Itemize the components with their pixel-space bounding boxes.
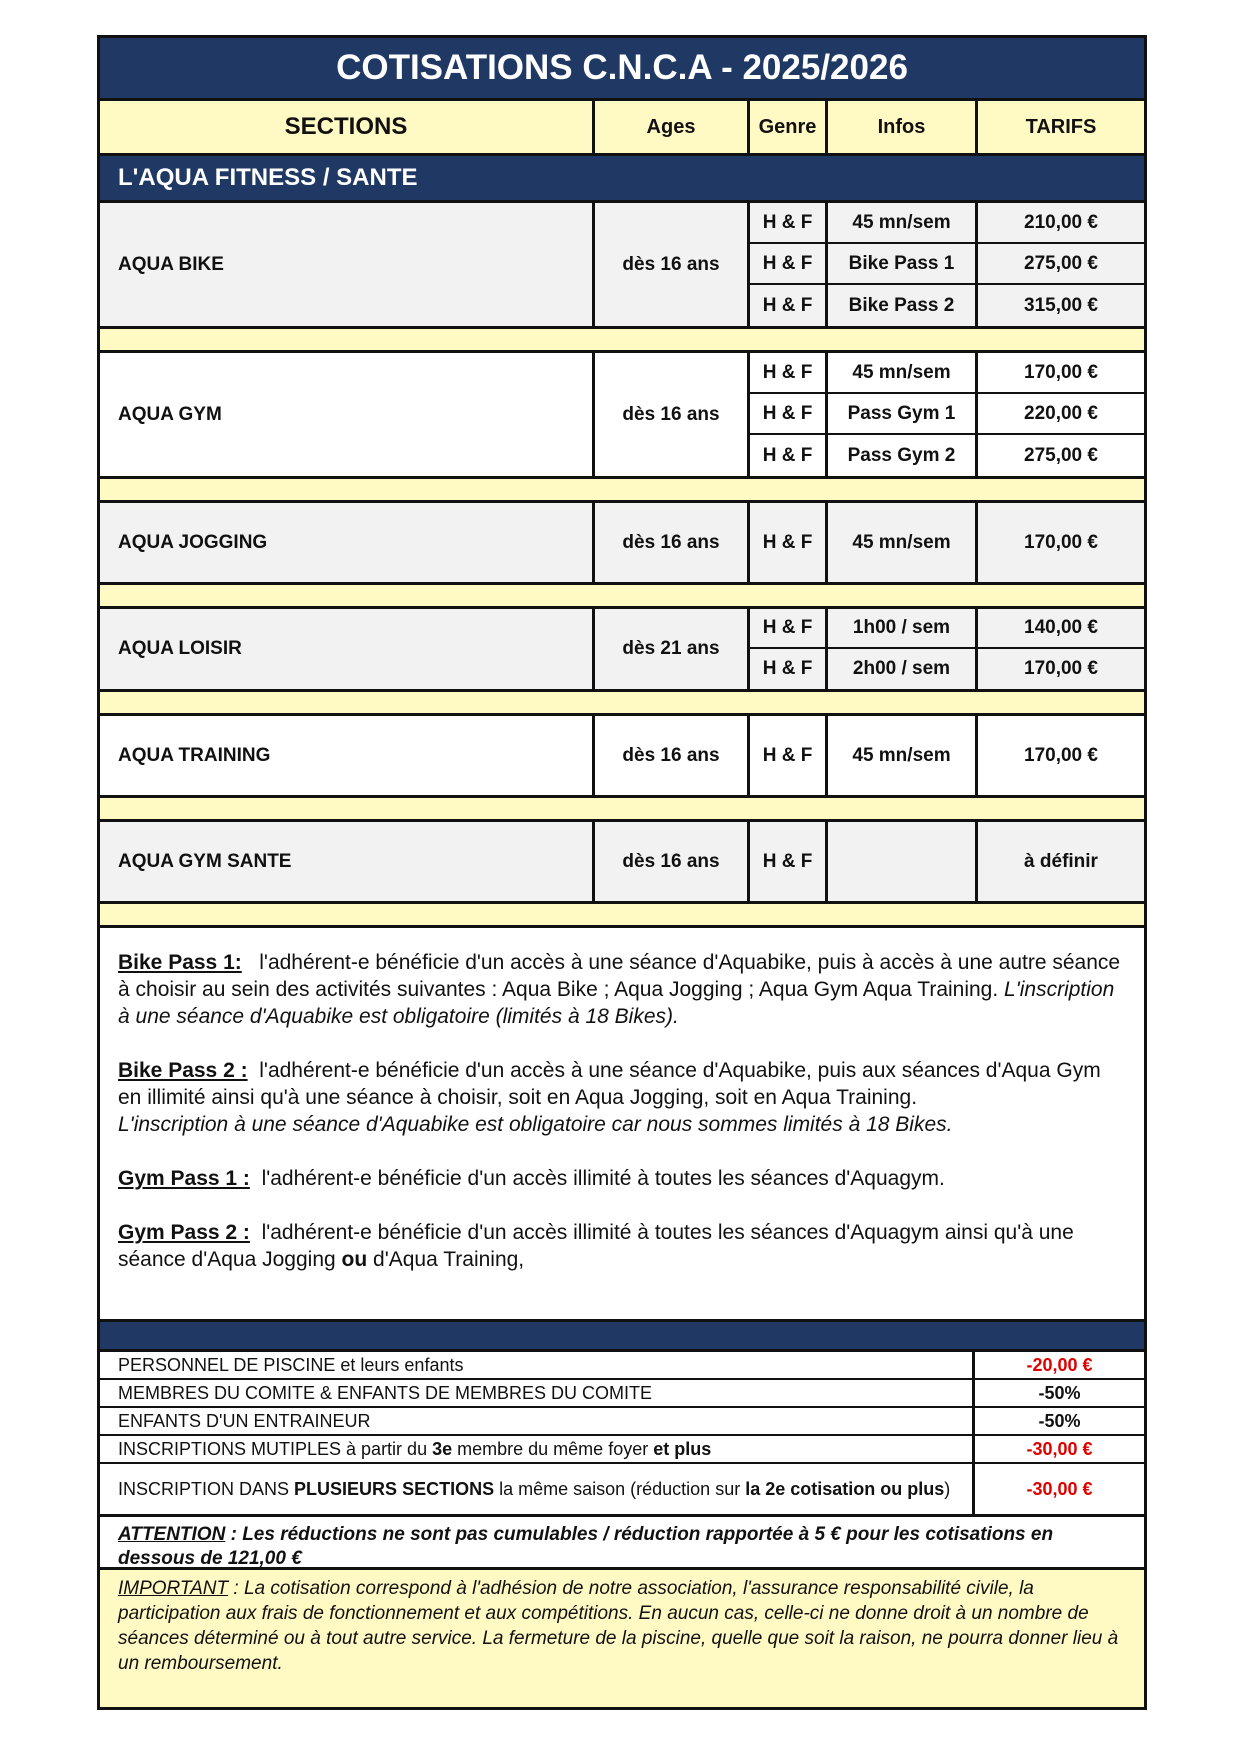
- section-name: AQUA GYM: [100, 353, 595, 476]
- price-cell: 170,00 €: [978, 353, 1144, 394]
- discount-text: ): [944, 1479, 951, 1499]
- section-name: AQUA GYM SANTE: [100, 822, 595, 901]
- note-bike-pass-2: [118, 1057, 1128, 1138]
- discount-text-bold: la 2e cotisation ou plus: [745, 1479, 945, 1499]
- genre-cell: H & F: [750, 394, 828, 435]
- info-cell: Bike Pass 2: [828, 285, 978, 326]
- note-text: d'Aqua Training,: [373, 1248, 525, 1271]
- price-cell: à définir: [1024, 850, 1098, 872]
- price-cell: 220,00 €: [978, 394, 1144, 435]
- discount-label: MEMBRES DU COMITE & ENFANTS DE MEMBRES DU COMITE: [100, 1380, 975, 1406]
- pass-notes: [100, 931, 1144, 1363]
- discount-row: [100, 1464, 1144, 1514]
- discount-text-bold: PLUSIEURS SECTIONS: [294, 1479, 495, 1499]
- discount-label: PERSONNEL DE PISCINE et leurs enfants: [100, 1352, 975, 1378]
- info-cell: 45 mn/sem: [828, 503, 978, 582]
- discount-value: -50%: [1038, 1410, 1081, 1431]
- note-label: Gym Pass 1 :: [118, 1167, 250, 1190]
- note-text: l'adhérent-e bénéficie d'un accès à une séance d'Aquabike, puis aux séances d'Aqua Gym en illimité ainsi qu'à une séance à choisir, soit en Aqua Jogging, soit en Aqua Training.: [118, 1059, 1101, 1109]
- price-cell: 210,00 €: [978, 203, 1144, 244]
- discount-label: [100, 1436, 975, 1462]
- row-separator: [100, 689, 1144, 716]
- info-cell: 45 mn/sem: [828, 353, 978, 394]
- row-separator: [100, 476, 1144, 503]
- price-cell: 275,00 €: [1024, 444, 1098, 466]
- price-cell: 170,00 €: [1024, 531, 1098, 553]
- age-cell: dès 16 ans: [595, 503, 750, 582]
- price-cell: 170,00 €: [1024, 744, 1098, 766]
- genre-cell: H & F: [750, 203, 828, 244]
- genre-cell: H & F: [750, 503, 828, 582]
- table-row: [100, 716, 1144, 795]
- price-cell: 315,00 €: [1024, 294, 1098, 316]
- genre-cell: H & F: [750, 609, 828, 649]
- price-cell: 170,00 €: [1024, 658, 1098, 679]
- table-row: [100, 203, 1144, 326]
- note-label: Bike Pass 1:: [118, 951, 242, 974]
- note-gym-pass-2: [118, 1219, 1128, 1273]
- info-cell: 45 mn/sem: [828, 716, 978, 795]
- discount-row: [100, 1408, 1144, 1436]
- genre-cell: H & F: [750, 244, 828, 285]
- discount-value: -50%: [1038, 1382, 1081, 1403]
- info-cell: Bike Pass 1: [828, 244, 978, 285]
- note-text: l'adhérent-e bénéficie d'un accès illimité à toutes les séances d'Aquagym.: [261, 1167, 945, 1190]
- important-label: IMPORTANT: [118, 1578, 229, 1599]
- section-name: AQUA BIKE: [100, 203, 595, 326]
- header-sections: SECTIONS: [100, 101, 595, 156]
- section-name: AQUA TRAINING: [100, 716, 595, 795]
- age-cell: dès 16 ans: [595, 203, 750, 326]
- note-bike-pass-1: [118, 949, 1128, 1030]
- discount-label: [100, 1464, 975, 1514]
- table-row: [100, 609, 1144, 689]
- note-label: Bike Pass 2 :: [118, 1059, 248, 1082]
- note-or: ou: [341, 1248, 368, 1271]
- discount-value: -20,00 €: [1026, 1354, 1093, 1375]
- genre-cell: H & F: [750, 435, 828, 476]
- note-italic: L'inscription à une séance d'Aquabike est obligatoire car nous sommes limités à 18 Bikes.: [118, 1113, 953, 1136]
- age-cell: dès 21 ans: [595, 609, 750, 689]
- note-italic: L'inscription à une séance d'Aquabike est obligatoire (limités à 18 Bikes).: [118, 978, 1115, 1028]
- header-infos: Infos: [828, 101, 978, 156]
- genre-cell: H & F: [750, 822, 828, 901]
- discount-text: membre du même foyer: [457, 1439, 649, 1459]
- info-cell: Pass Gym 2: [828, 435, 978, 476]
- section-name: AQUA LOISIR: [100, 609, 595, 689]
- note-text: l'adhérent-e bénéficie d'un accès illimité à toutes les séances d'Aquagym ainsi qu'à une séance d'Aqua Jogging: [118, 1221, 1074, 1271]
- header-tarifs: TARIFS: [978, 101, 1144, 156]
- discount-text: la même saison (réduction sur: [499, 1479, 741, 1499]
- discount-value: -30,00 €: [1026, 1438, 1093, 1459]
- table-row: [100, 822, 1144, 901]
- table-row: [100, 503, 1144, 582]
- discount-label: ENFANTS D'UN ENTRAINEUR: [100, 1408, 975, 1434]
- info-cell: 1h00 / sem: [828, 609, 978, 649]
- discount-text-bold: 3e: [432, 1439, 453, 1459]
- tariff-sheet: [97, 35, 1147, 1710]
- discount-row: [100, 1436, 1144, 1464]
- discount-text-bold: et plus: [653, 1439, 712, 1459]
- discount-band: [100, 1319, 1144, 1352]
- important-text: : La cotisation correspond à l'adhésion de notre association, l'assurance responsabilité civile, la participation aux frais de fonctionnement et aux compétitions. En aucun cas, celle-ci ne donne droit à un nombre de séances déterminé ou à tout autre service. La fermeture de la piscine, quelle que soit la raison, ne pourra donner lieu à un remboursement.: [118, 1578, 1119, 1674]
- row-separator: [100, 795, 1144, 822]
- header-ages: Ages: [595, 101, 750, 156]
- genre-cell: H & F: [750, 649, 828, 689]
- genre-cell: H & F: [750, 353, 828, 394]
- attention-text: : Les réductions ne sont pas cumulables / réduction rapportée à 5 € pour les cotisations en dessous de 121,00 €: [118, 1524, 1054, 1569]
- info-cell: 45 mn/sem: [828, 203, 978, 244]
- age-cell: dès 16 ans: [595, 353, 750, 476]
- discount-row: [100, 1380, 1144, 1408]
- discount-text: INSCRIPTION DANS: [118, 1479, 290, 1499]
- table-row: [100, 353, 1144, 476]
- age-cell: dès 16 ans: [595, 716, 750, 795]
- section-name: AQUA JOGGING: [100, 503, 595, 582]
- note-gym-pass-1: [118, 1165, 1128, 1192]
- genre-cell: H & F: [750, 285, 828, 326]
- info-cell: [828, 822, 978, 901]
- discount-row: [100, 1352, 1144, 1380]
- price-cell: 275,00 €: [978, 244, 1144, 285]
- row-separator: [100, 901, 1144, 928]
- header-genre: Genre: [750, 101, 828, 156]
- genre-cell: H & F: [750, 716, 828, 795]
- attention-label: ATTENTION: [118, 1524, 226, 1545]
- discount-value: -30,00 €: [1026, 1478, 1093, 1499]
- price-cell: 140,00 €: [978, 609, 1144, 649]
- important-note: [100, 1570, 1144, 1707]
- info-cell: Pass Gym 1: [828, 394, 978, 435]
- age-cell: dès 16 ans: [595, 822, 750, 901]
- page-title: COTISATIONS C.N.C.A - 2025/2026: [100, 38, 1144, 101]
- discount-text: INSCRIPTIONS MUTIPLES à partir du: [118, 1439, 428, 1459]
- attention-note: [100, 1514, 1144, 1570]
- note-label: Gym Pass 2 :: [118, 1221, 250, 1244]
- info-cell: 2h00 / sem: [828, 649, 978, 689]
- row-separator: [100, 582, 1144, 609]
- note-text: l'adhérent-e bénéficie d'un accès à une séance d'Aquabike, puis à accès à une autre séance à choisir au sein des activités suivantes : Aqua Bike ; Aqua Jogging ; Aqua Gym Aqua Training.: [118, 951, 1121, 1001]
- row-separator: [100, 326, 1144, 353]
- section-title: L'AQUA FITNESS / SANTE: [100, 156, 1144, 203]
